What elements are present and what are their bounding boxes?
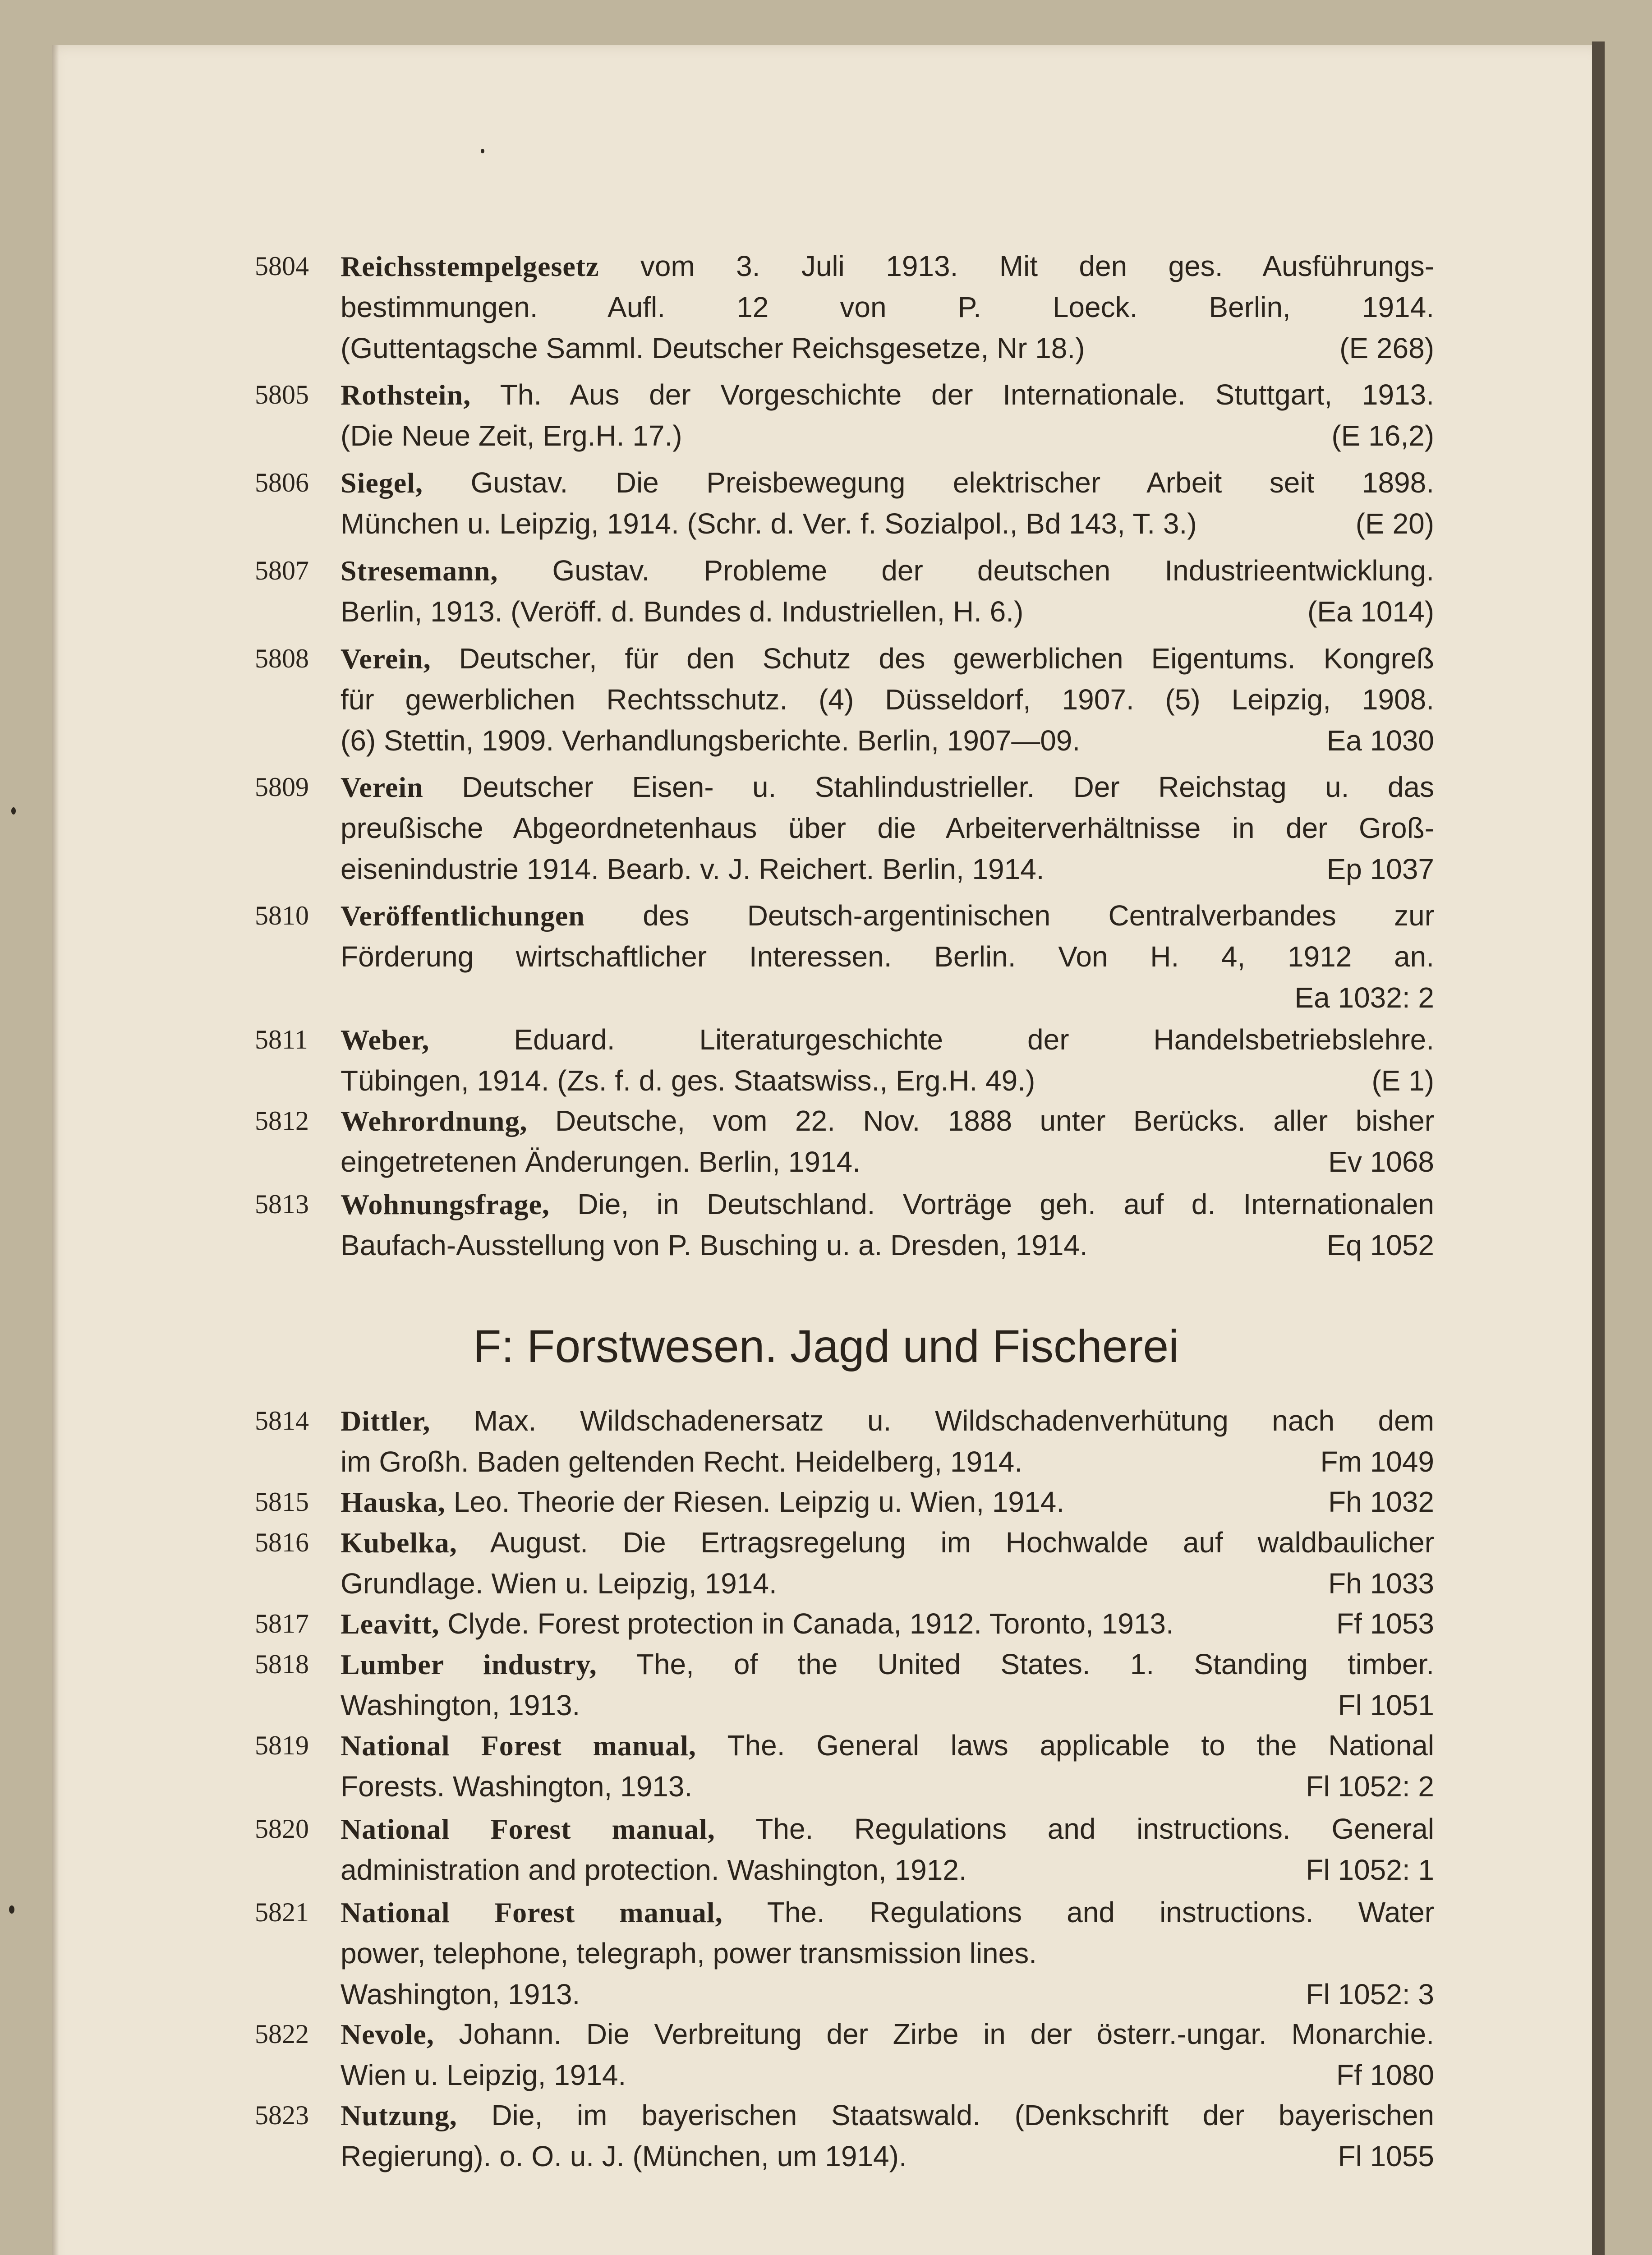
entry-line xyxy=(341,503,1434,544)
entry-line xyxy=(341,720,1434,761)
entry-line: Förderung wirtschaftlicher Interessen. Berlin. Von H. 4, 1912 an. xyxy=(341,940,1434,973)
entry-heading: Weber, xyxy=(341,1024,430,1056)
entry-number: 5817 xyxy=(255,1609,309,1638)
entry-text: The, of the United States. 1. Standing timber. xyxy=(636,1648,1435,1680)
entry-text: (6) Stettin, 1909. Verhandlungsberichte. Berlin, 1907—09. xyxy=(341,724,1081,757)
section-heading: F: Forstwesen. Jagd und Fischerei xyxy=(473,1321,1179,1372)
entry-text: Grundlage. Wien u. Leipzig, 1914. xyxy=(341,1567,777,1600)
entry-number: 5815 xyxy=(255,1487,309,1517)
entry-line xyxy=(341,1100,1434,1141)
entry-line xyxy=(341,2055,1434,2096)
entry-text: Forests. Washington, 1913. xyxy=(341,1770,693,1803)
entry-number: 5806 xyxy=(255,468,309,497)
entry-number: 5809 xyxy=(255,772,309,802)
entry-text: Regierung). o. O. u. J. (München, um 1914). xyxy=(341,2140,907,2172)
entry-line xyxy=(341,849,1434,890)
entry-number: 5820 xyxy=(255,1814,309,1844)
shelf-mark: Fm 1049 xyxy=(1320,1445,1434,1478)
shelf-mark: Ea 1032: 2 xyxy=(1294,981,1434,1014)
entry-line xyxy=(341,1563,1434,1604)
entry-line xyxy=(341,374,1434,415)
entry-number: 5823 xyxy=(255,2100,309,2130)
entry-line xyxy=(341,1225,1434,1266)
entry-line xyxy=(341,246,1434,287)
entry-text: Gustav. Die Preisbewegung elektrischer Arbeit seit 1898. xyxy=(470,466,1435,499)
shelf-mark: (E 16,2) xyxy=(1331,419,1434,452)
entry-line xyxy=(341,1974,1434,2015)
entry-body xyxy=(341,1809,1434,1891)
entry-body xyxy=(341,462,1434,544)
shelf-mark: Fh 1033 xyxy=(1328,1567,1434,1600)
entry-heading: Verein, xyxy=(341,643,431,675)
entry-line xyxy=(341,1725,1434,1766)
entry-number: 5804 xyxy=(255,251,309,281)
shelf-mark: Ff 1053 xyxy=(1336,1607,1434,1640)
entry-line xyxy=(341,1644,1434,1685)
entry-text: Washington, 1913. xyxy=(341,1689,580,1721)
entry-body xyxy=(341,2014,1434,2096)
entry-text: Deutscher, für den Schutz des gewerblichen Eigentums. Kongreß xyxy=(459,642,1435,675)
entry-line xyxy=(341,591,1434,632)
entry-text: Gustav. Probleme der deutschen Industrieentwicklung. xyxy=(552,554,1435,587)
entry-text: Baufach-Ausstellung von P. Busching u. a. Dresden, 1914. xyxy=(341,1229,1088,1261)
shelf-mark: Eq 1052 xyxy=(1326,1229,1434,1261)
entry-line: für gewerblichen Rechtsschutz. (4) Düsseldorf, 1907. (5) Leipzig, 1908. xyxy=(341,683,1434,716)
entry-body xyxy=(341,1482,1434,1523)
entry-heading: Rothstein, xyxy=(341,379,471,411)
entry-text: Johann. Die Verbreitung der Zirbe in der österr.-ungar. Monarchie. xyxy=(459,2018,1435,2050)
entry-body xyxy=(341,1603,1434,1644)
entry-heading: Reichsstempelgesetz xyxy=(341,250,599,282)
entry-line xyxy=(341,550,1434,591)
entry-heading: Wohnungsfrage, xyxy=(341,1188,550,1220)
entry-body xyxy=(341,1522,1434,1604)
entry-number: 5808 xyxy=(255,644,309,673)
entry-line xyxy=(341,328,1434,369)
entry-heading: Verein xyxy=(341,771,423,803)
entry-text: Wien u. Leipzig, 1914. xyxy=(341,2059,626,2091)
entry-line xyxy=(341,1850,1434,1891)
entry-body xyxy=(341,1400,1434,1482)
entry-body xyxy=(341,1019,1434,1101)
entry-line xyxy=(341,1141,1434,1183)
entry-text: The. General laws applicable to the National xyxy=(727,1729,1435,1762)
entry-number: 5816 xyxy=(255,1528,309,1557)
entry-line xyxy=(341,415,1434,456)
entry-heading: National Forest manual, xyxy=(341,1730,696,1762)
entry-number: 5810 xyxy=(255,901,309,930)
entry-text: Die, im bayerischen Staatswald. (Denkschrift der bayerischen xyxy=(491,2099,1435,2131)
shelf-mark: Fl 1052: 1 xyxy=(1306,1854,1434,1886)
entry-text: Washington, 1913. xyxy=(341,1978,580,2011)
entry-body xyxy=(341,767,1434,890)
entry-number: 5819 xyxy=(255,1730,309,1760)
entry-text: eisenindustrie 1914. Bearb. v. J. Reichert. Berlin, 1914. xyxy=(341,853,1045,885)
entry-number: 5812 xyxy=(255,1106,309,1136)
entry-text: Deutsche, vom 22. Nov. 1888 unter Berücks. aller bisher xyxy=(555,1104,1435,1137)
shelf-mark: (E 1) xyxy=(1371,1064,1434,1097)
entry-text: Leo. Theorie der Riesen. Leipzig u. Wien, 1914. xyxy=(453,1486,1064,1518)
entry-text: München u. Leipzig, 1914. (Schr. d. Ver. f. Sozialpol., Bd 143, T. 3.) xyxy=(341,507,1197,540)
shelf-mark: (E 20) xyxy=(1355,507,1434,540)
entry-line xyxy=(341,462,1434,503)
entry-heading: Siegel, xyxy=(341,467,423,499)
entry-body xyxy=(341,374,1434,456)
entry-line xyxy=(341,1766,1434,1807)
entry-line xyxy=(341,1060,1434,1101)
entry-line xyxy=(341,2136,1434,2177)
entry-body xyxy=(341,1725,1434,1807)
entry-text: Die, in Deutschland. Vorträge geh. auf d. Internationalen xyxy=(577,1188,1435,1220)
shelf-mark: Ep 1037 xyxy=(1326,853,1434,885)
entry-text: im Großh. Baden geltenden Recht. Heidelberg, 1914. xyxy=(341,1445,1023,1478)
entry-heading: Stresemann, xyxy=(341,555,498,587)
entry-line xyxy=(341,1184,1434,1225)
entry-number: 5822 xyxy=(255,2019,309,2049)
entry-text: Tübingen, 1914. (Zs. f. d. ges. Staatswiss., Erg.H. 49.) xyxy=(341,1064,1035,1097)
entry-text: Eduard. Literaturgeschichte der Handelsbetriebslehre. xyxy=(514,1023,1435,1056)
shelf-mark: Fl 1052: 2 xyxy=(1306,1770,1434,1803)
entry-number: 5818 xyxy=(255,1649,309,1679)
shelf-mark: Ea 1030 xyxy=(1326,724,1434,757)
entry-number: 5813 xyxy=(255,1189,309,1219)
entry-line: preußische Abgeordnetenhaus über die Arbeiterverhältnisse in der Groß- xyxy=(341,812,1434,844)
entry-number: 5807 xyxy=(255,556,309,585)
entry-body xyxy=(341,550,1434,632)
entry-line: power, telephone, telegraph, power transmission lines. xyxy=(341,1937,1037,1970)
entry-line xyxy=(341,1482,1434,1523)
entry-line xyxy=(341,1522,1434,1563)
entry-heading: Nutzung, xyxy=(341,2099,457,2131)
entry-body xyxy=(341,638,1434,761)
entry-line xyxy=(341,1400,1434,1441)
entry-body xyxy=(341,895,1434,1018)
entry-heading: Kubelka, xyxy=(341,1527,457,1559)
entry-number: 5814 xyxy=(255,1406,309,1436)
entry-line xyxy=(341,1892,1434,1933)
entry-text: August. Die Ertragsregelung im Hochwalde auf waldbaulicher xyxy=(490,1526,1435,1559)
entry-text: Berlin, 1913. (Veröff. d. Bundes d. Industriellen, H. 6.) xyxy=(341,595,1024,628)
entry-number: 5805 xyxy=(255,380,309,410)
shelf-mark: Fl 1055 xyxy=(1338,2140,1434,2172)
entry-number: 5821 xyxy=(255,1897,309,1927)
shelf-mark: Fh 1032 xyxy=(1328,1486,1434,1518)
entry-heading: National Forest manual, xyxy=(341,1813,715,1845)
entry-text: Max. Wildschadenersatz u. Wildschadenverhütung nach dem xyxy=(474,1404,1435,1437)
entry-line xyxy=(341,895,1434,936)
shelf-mark: Fl 1052: 3 xyxy=(1306,1978,1434,2011)
entry-text: (Guttentagsche Samml. Deutscher Reichsgesetze, Nr 18.) xyxy=(341,332,1085,364)
entry-line: bestimmungen. Aufl. 12 von P. Loeck. Berlin, 1914. xyxy=(341,291,1434,323)
entry-line xyxy=(341,2095,1434,2136)
entry-line xyxy=(341,2014,1434,2055)
entry-text: Th. Aus der Vorgeschichte der Internationale. Stuttgart, 1913. xyxy=(500,378,1435,411)
shelf-mark: (Ea 1014) xyxy=(1307,595,1434,628)
entry-heading: Wehrordnung, xyxy=(341,1105,528,1137)
shelf-mark: Fl 1051 xyxy=(1338,1689,1434,1721)
entry-line xyxy=(341,1685,1434,1726)
entry-text: eingetretenen Änderungen. Berlin, 1914. xyxy=(341,1146,861,1178)
entry-line xyxy=(341,1019,1434,1060)
shelf-mark: (E 268) xyxy=(1339,332,1434,364)
entry-text: (Die Neue Zeit, Erg.H. 17.) xyxy=(341,419,682,452)
entry-heading: Lumber industry, xyxy=(341,1648,597,1680)
entry-body xyxy=(341,1100,1434,1183)
entry-body xyxy=(341,246,1434,369)
entry-line xyxy=(341,1809,1434,1850)
entry-body xyxy=(341,1644,1434,1726)
shelf-mark: Ev 1068 xyxy=(1328,1146,1434,1178)
entry-heading: Hauska, xyxy=(341,1486,446,1518)
entry-heading: Dittler, xyxy=(341,1405,431,1437)
entry-line xyxy=(341,767,1434,808)
entry-heading: National Forest manual, xyxy=(341,1896,723,1928)
entry-body xyxy=(341,1892,1434,2015)
entry-heading: Veröffentlichungen xyxy=(341,900,585,932)
entry-line xyxy=(341,638,1434,679)
entry-line xyxy=(341,1441,1434,1482)
entry-text: vom 3. Juli 1913. Mit den ges. Ausführungs- xyxy=(640,250,1434,282)
entry-text: The. Regulations and instructions. Water xyxy=(767,1896,1435,1928)
entry-body xyxy=(341,1184,1434,1266)
entry-text: administration and protection. Washington, 1912. xyxy=(341,1854,967,1886)
entry-heading: Nevole, xyxy=(341,2018,434,2050)
entry-line xyxy=(341,1603,1434,1644)
entry-text: des Deutsch-argentinischen Centralverbandes zur xyxy=(643,899,1434,932)
shelf-mark: Ff 1080 xyxy=(1336,2059,1434,2091)
entry-number: 5811 xyxy=(255,1025,308,1054)
entry-text: Deutscher Eisen- u. Stahlindustrieller. Der Reichstag u. das xyxy=(462,771,1435,803)
entry-body xyxy=(341,2095,1434,2177)
entry-text: Clyde. Forest protection in Canada, 1912. Toronto, 1913. xyxy=(447,1607,1174,1640)
entry-text: The. Regulations and instructions. General xyxy=(755,1813,1435,1845)
entry-heading: Leavitt, xyxy=(341,1608,440,1640)
